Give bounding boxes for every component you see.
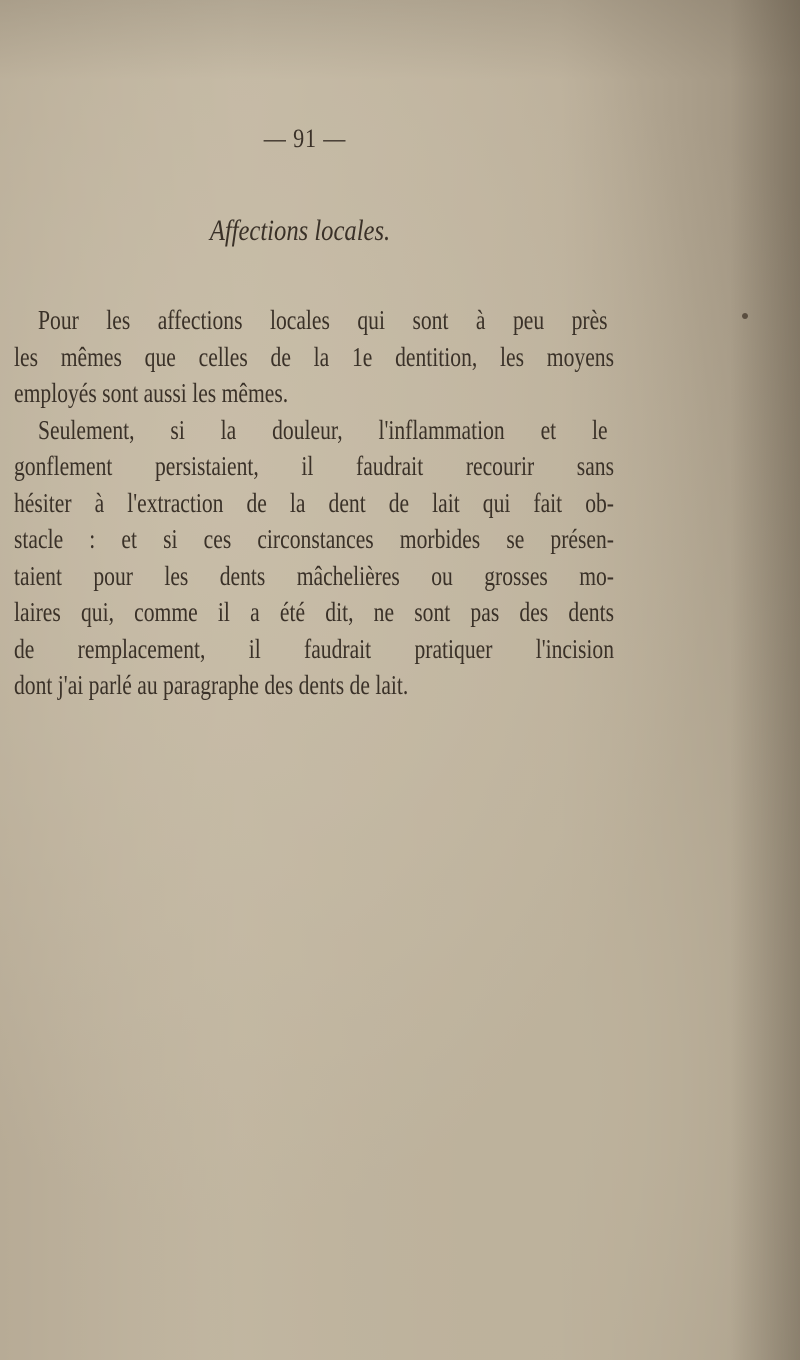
text-line: dont j'ai parlé au paragraphe des dents de lait. [14,670,409,700]
body-paragraphs [14,302,614,704]
page-number: — 91 — [263,124,347,153]
text-line: employés sont aussi les mêmes. [14,378,289,408]
text-line: Seulement, si la douleur, l'inflammation et le [38,414,608,445]
page-top-shadow [0,0,800,80]
text-line: gonflement persistaient, il faudrait recourir sans [14,451,614,481]
text-line: stacle : et si ces circonstances morbides se présen- [14,524,614,554]
ink-speck [742,313,748,319]
text-line: Pour les affections locales qui sont à peu près [38,305,608,335]
text-line: taient pour les dents mâchelières ou grosses mo- [14,560,614,591]
text-line: de remplacement, il faudrait pratiquer l'incision [14,633,614,664]
text-line: hésiter à l'extraction de la dent de lait qui fait ob- [14,487,614,518]
section-title: Affections locales. [209,214,391,247]
text-line: laires qui, comme il a été dit, ne sont pas des dents [14,597,614,627]
text-line: les mêmes que celles de la 1e dentition, les moyens [14,341,614,372]
page-edge-shadow [730,0,800,1360]
